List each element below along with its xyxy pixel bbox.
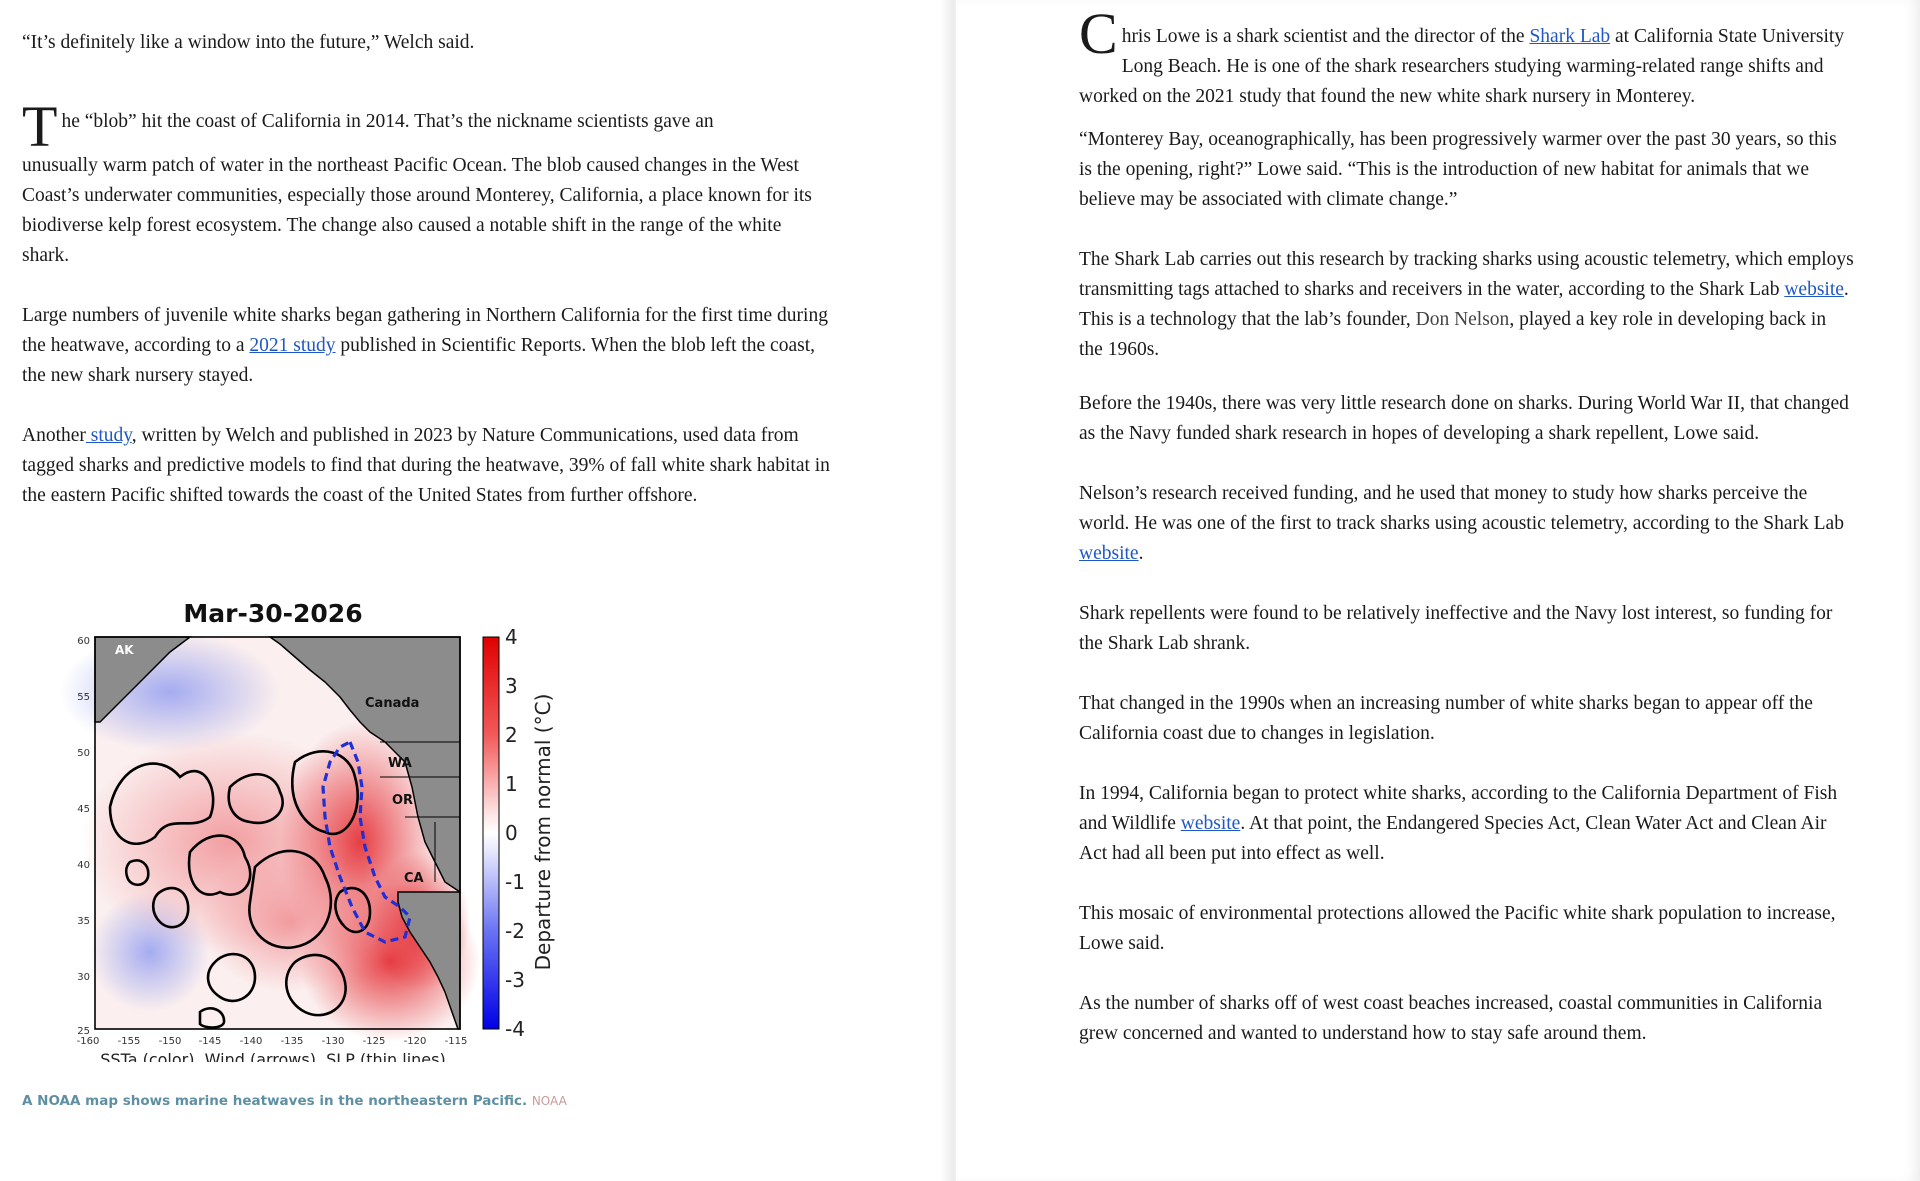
ww2-paragraph: Before the 1940s, there was very little research done on sharks. During World War II, that changed as the Navy funded shark research in hopes of developing a shark repellent, Lowe said. — [1079, 393, 1849, 444]
y-tick: 50 — [77, 748, 90, 759]
colorbar-tick: -2 — [505, 919, 525, 943]
colorbar-ticks — [505, 625, 525, 1041]
lowe-text-a: hris Lowe is a shark scientist and the director of the — [1121, 26, 1530, 47]
y-tick: 25 — [77, 1026, 90, 1037]
x-tick: -135 — [280, 1036, 304, 1047]
label-canada: Canada — [365, 696, 420, 711]
y-tick: 45 — [77, 804, 90, 815]
drop-cap-c: C — [1079, 1, 1118, 66]
protection-text-b: . At that point, the Endangered Species Act, Clean Water Act and Clean Air Act had all been put into effect as well. — [1079, 813, 1827, 864]
website-link-1[interactable]: website — [1784, 279, 1844, 300]
y-tick: 30 — [77, 972, 90, 983]
colorbar-tick: 0 — [505, 821, 518, 845]
nineties-paragraph: That changed in the 1990s when an increasing number of white sharks began to appear off the California coast due to changes in legislation. — [1079, 693, 1813, 744]
study-link[interactable]: study — [85, 425, 132, 446]
habitat-text-b: , written by Welch and published in 2023 by Nature Communications, used data from tagged sharks and predictive models to find that during the heatwave, 39% of fall white shark habitat in the eastern Pacific shifted towards the coast of the United States from further offshore. — [22, 425, 830, 506]
x-axis-ticks — [77, 1036, 468, 1047]
y-tick: 60 — [77, 636, 90, 647]
caption-credit: NOAA — [531, 1094, 567, 1108]
protection-text-a: In 1994, California began to protect white sharks, according to the California Department of Fish and Wildlife — [1079, 783, 1838, 834]
nelson-research-paragraph — [1079, 479, 1854, 569]
study-2021-link[interactable]: 2021 study — [249, 335, 336, 356]
protection-paragraph — [1079, 779, 1854, 869]
x-tick: -115 — [444, 1036, 468, 1047]
mosaic-paragraph: This mosaic of environmental protections allowed the Pacific white shark population to increase, Lowe said. — [1079, 903, 1836, 954]
colorbar-tick: 3 — [505, 674, 518, 698]
don-nelson-name: Don Nelson — [1415, 309, 1510, 330]
blob-paragraph — [22, 94, 956, 271]
figure-caption — [22, 1093, 567, 1109]
label-ca: CA — [404, 871, 424, 886]
x-tick: -140 — [239, 1036, 263, 1047]
telemetry-text-c: , played a key role in developing back in the 1960s. — [1079, 309, 1827, 360]
blob-paragraph-rest: unusually warm patch of water in the northeast Pacific Ocean. The blob caused changes in the West Coast’s underwater communities, especially those around Monterey, California, a place known for its biodiverse kelp forest ecosystem. The change also caused a notable shift in the range of the white shark. — [22, 155, 812, 266]
nelson-text-a: Nelson’s research received funding, and he used that money to study how sharks perceive the world. He was one of the first to track sharks using acoustic telemetry, according to the Shark Lab — [1079, 483, 1844, 534]
drop-cap: T — [22, 94, 58, 159]
x-tick: -145 — [198, 1036, 222, 1047]
chris-lowe-paragraph — [1079, 1, 1854, 107]
nursery-text-a: Large numbers of juvenile white sharks began gathering in Northern California for the first time during the heatwave, according to a — [22, 305, 828, 356]
colorbar-label: Departure from normal (°C) — [531, 693, 555, 971]
x-tick: -160 — [76, 1036, 100, 1047]
noaa-heatwave-map — [40, 592, 560, 1062]
map-title: Mar-30-2026 — [183, 599, 363, 628]
telemetry-text-b: . This is a technology that the lab’s founder, — [1079, 279, 1849, 330]
lowe-text-b: at California State University Long Beach. He is one of the shark researchers studying warming-related range shifts and worked on the 2021 study that found the new white shark nursery in Monterey. — [1079, 26, 1845, 107]
map-plot-area — [60, 632, 480, 1042]
y-tick: 35 — [77, 916, 90, 927]
x-tick: -155 — [117, 1036, 141, 1047]
repellent-paragraph: Shark repellents were found to be relatively ineffective and the Navy lost interest, so funding for the Shark Lab shrank. — [1079, 603, 1833, 654]
colorbar-tick: 2 — [505, 723, 518, 747]
caption-text: A NOAA map shows marine heatwaves in the northeastern Pacific. — [22, 1093, 528, 1109]
x-tick: -150 — [158, 1036, 182, 1047]
x-tick: -120 — [403, 1036, 427, 1047]
x-tick: -130 — [321, 1036, 345, 1047]
colorbar-tick: -1 — [505, 870, 525, 894]
label-wa: WA — [388, 756, 412, 771]
colorbar — [483, 637, 499, 1029]
habitat-text-a: Another — [22, 425, 86, 446]
telemetry-paragraph — [1079, 245, 1854, 365]
colorbar-tick: -4 — [505, 1017, 525, 1041]
label-or: OR — [392, 793, 414, 808]
coastal-paragraph: As the number of sharks off of west coast beaches increased, coastal communities in California grew concerned and wanted to understand how to stay safe around them. — [1079, 993, 1823, 1044]
nursery-text-b: published in Scientific Reports. When the blob left the coast, the new shark nursery stayed. — [22, 335, 816, 386]
colorbar-tick: 1 — [505, 772, 518, 796]
shark-lab-link[interactable]: Shark Lab — [1529, 26, 1611, 47]
colorbar-tick: -3 — [505, 968, 525, 992]
nelson-text-b: . — [1138, 543, 1144, 564]
telemetry-text-a: The Shark Lab carries out this research by tracking sharks using acoustic telemetry, which employs transmitting tags attached to sharks and receivers in the water, according to the Shark Lab — [1079, 249, 1854, 300]
nursery-paragraph — [22, 301, 832, 391]
blob-first-line: he “blob” hit the coast of California in 2014. That’s the nickname scientists gave an — [61, 111, 714, 132]
colorbar-tick: 4 — [505, 625, 518, 649]
map-svg — [40, 592, 560, 1062]
website-link-2[interactable]: website — [1079, 543, 1139, 564]
website-link-3[interactable]: website — [1180, 813, 1241, 834]
habitat-paragraph — [22, 421, 832, 511]
right-page — [956, 0, 1920, 1181]
y-tick: 55 — [77, 692, 90, 703]
y-tick: 40 — [77, 860, 90, 871]
monterey-quote-paragraph: “Monterey Bay, oceanographically, has been progressively warmer over the past 30 years, so this is the opening, right?” Lowe said. “This is the introduction of new habitat for animals that we believe may be associated with climate change.” — [1079, 129, 1837, 210]
label-ak: AK — [115, 643, 134, 657]
map-x-label: SSTa (color), Wind (arrows), SLP (thin lines) — [100, 1050, 446, 1062]
x-tick: -125 — [362, 1036, 386, 1047]
quote-paragraph: “It’s definitely like a window into the future,” Welch said. — [22, 32, 475, 53]
